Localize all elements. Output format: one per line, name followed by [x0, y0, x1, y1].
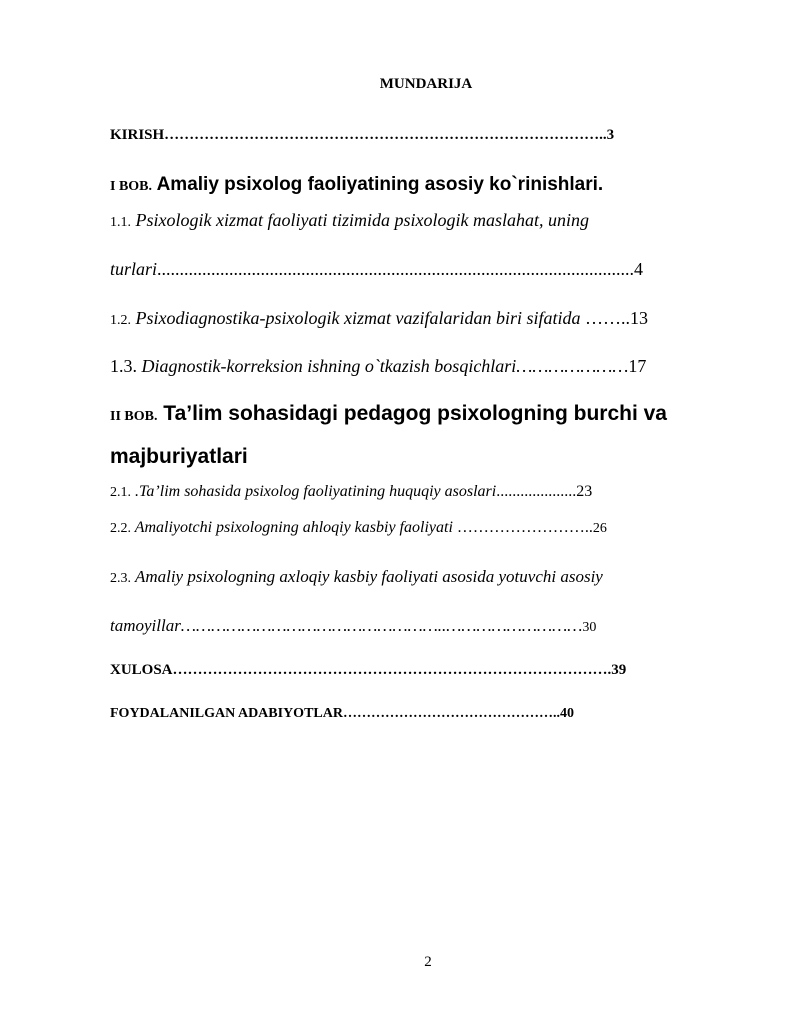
chapter-2-title-cont: majburiyatlari	[110, 445, 248, 468]
section-1-3-number: 1.3.	[110, 356, 137, 376]
toc-entry-1-1-cont	[110, 260, 643, 278]
section-1-2-title: Psixodiagnostika-psixologik xizmat vazifalaridan biri sifatida	[131, 308, 581, 328]
section-2-3-title-cont: tamoyillar	[110, 616, 181, 635]
section-2-3-leader: ……………………………………………..………………………	[180, 616, 583, 635]
chapter-1-prefix: I BOB.	[110, 179, 153, 194]
chapter-2-title: Ta’lim sohasidagi pedagog psixologning burchi va	[157, 402, 667, 425]
section-1-3-leader: …………………	[516, 356, 629, 376]
section-1-3-page: 17	[628, 356, 647, 376]
toc-entry-1-3	[110, 357, 646, 375]
section-1-1-title: Psixologik xizmat faoliyati tizimida psixologik maslahat, uning	[131, 210, 589, 230]
toc-entry-2-1	[110, 484, 592, 500]
toc-entry-1-1	[110, 211, 589, 230]
page-title: MUNDARIJA	[379, 76, 473, 92]
section-1-1-leader: ..........................................................................................................	[157, 259, 635, 279]
section-2-1-number: 2.1.	[110, 485, 131, 500]
toc-entry-foydalanilgan: FOYDALANILGAN ADABIYOTLAR………………………………………..40	[110, 706, 574, 721]
section-2-1-leader: ....................	[496, 483, 577, 500]
section-1-2-number: 1.2.	[110, 313, 131, 328]
toc-entry-2-3	[110, 568, 603, 586]
section-2-1-page: 23	[576, 483, 593, 500]
section-2-2-leader: ……………………..	[452, 519, 593, 536]
toc-entry-kirish: KIRISH……………………………………………………………………………..3	[110, 127, 615, 143]
section-1-2-leader: ……..	[580, 308, 630, 328]
section-2-2-number: 2.2.	[110, 521, 131, 536]
section-2-2-page: 26	[592, 521, 607, 536]
section-1-2-page: 13	[629, 308, 648, 328]
section-2-3-page: 30	[582, 620, 597, 635]
section-1-1-page: 4	[634, 259, 644, 279]
section-1-3-title: Diagnostik-korreksion ishning o`tkazish bosqichlari	[137, 356, 517, 376]
section-1-1-title-cont: turlari	[110, 259, 158, 279]
section-2-3-number: 2.3.	[110, 571, 131, 586]
chapter-2-prefix: II BOB.	[110, 409, 158, 424]
page-number: 2	[424, 954, 432, 970]
toc-chapter-1	[110, 175, 603, 194]
toc-chapter-2-cont	[110, 446, 248, 467]
section-2-3-title: Amaliy psixologning axloqiy kasbiy faoliyati asosida yotuvchi asosiy	[131, 567, 603, 586]
toc-entry-1-2	[110, 309, 648, 328]
section-2-1-title: .Ta’lim sohasida psixolog faoliyatining huquqiy asoslari	[131, 483, 497, 500]
toc-chapter-2	[110, 403, 667, 424]
chapter-1-title: Amaliy psixolog faoliyatining asosiy ko`rinishlari.	[152, 174, 604, 195]
toc-entry-2-2	[110, 520, 607, 536]
section-2-2-title: Amaliyotchi psixologning ahloqiy kasbiy faoliyati	[131, 519, 453, 536]
section-1-1-number: 1.1.	[110, 215, 131, 230]
toc-entry-2-3-cont	[110, 617, 596, 635]
toc-entry-xulosa: XULOSA…………………………………………………………………………….39	[110, 662, 627, 678]
